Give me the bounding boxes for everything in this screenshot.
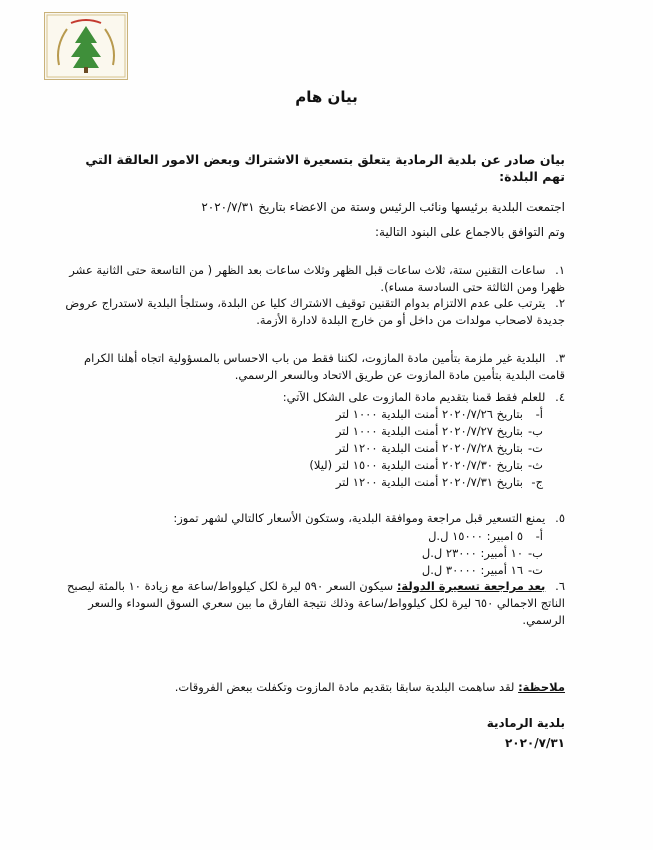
item-text: البلدية غير ملزمة بتأمين مادة المازوت، لكننا فقط من باب الاحساس بالمسؤولية اتجاه أهلنا الكرام قامت البلدية بتأمين مادة المازوت عن طريق الاتحاد وبالسعر الرسمي. — [83, 351, 565, 382]
sub-letter: ت- — [528, 563, 543, 577]
delivery-item — [63, 457, 543, 474]
item-text: يمنع التسعير قبل مراجعة وموافقة البلدية، وستكون الأسعار كالتالي لشهر تموز: — [173, 511, 546, 525]
sub-text: بتاريخ ٢٠٢٠/٧/٣٠ أمنت البلدية ١٥٠٠ لتر (ليلا) — [309, 458, 523, 472]
price-item — [63, 562, 543, 579]
item-number: ٣. — [555, 351, 565, 365]
sub-text: ١٦ أمبير: ٣٠٠٠٠ ل.ل — [421, 563, 523, 577]
note-paragraph — [55, 680, 565, 694]
agreement-paragraph: وتم التوافق بالاجماع على البنود التالية: — [374, 225, 565, 239]
item-number: ٢. — [555, 296, 565, 310]
delivery-item — [63, 440, 543, 457]
sub-letter: ت- — [528, 441, 543, 455]
item-number: ٥. — [555, 511, 565, 525]
price-item — [63, 528, 543, 545]
list-item — [55, 578, 565, 629]
list-item — [55, 350, 565, 384]
signature-name: بلدية الرمادية — [486, 716, 565, 730]
sub-letter: ب- — [528, 424, 543, 438]
municipality-logo — [44, 12, 128, 80]
price-item — [63, 545, 543, 562]
sub-letter: أ- — [535, 529, 543, 543]
signature-date: ٢٠٢٠/٧/٣١ — [504, 736, 565, 750]
sub-letter: ب- — [528, 546, 543, 560]
item-number: ١. — [555, 263, 565, 277]
item-number: ٤. — [555, 390, 565, 404]
list-item — [55, 389, 565, 406]
item-number: ٦. — [555, 579, 565, 593]
sub-letter: ج- — [531, 475, 543, 489]
sub-text: بتاريخ ٢٠٢٠/٧/٣١ أمنت البلدية ١٢٠٠ لتر — [335, 475, 523, 489]
sub-text: بتاريخ ٢٠٢٠/٧/٢٦ أمنت البلدية ١٠٠٠ لتر — [335, 407, 523, 421]
item-text: ساعات التقنين ستة، ثلاث ساعات قبل الظهر وثلاث ساعات بعد الظهر ( من التاسعة حتى الثانية عشر ظهرا ومن الثالثة حتى السادسة مساء). — [69, 263, 565, 294]
sub-text: ١٠ أمبير: ٢٣٠٠٠ ل.ل — [421, 546, 523, 560]
delivery-item — [63, 406, 543, 423]
list-item — [55, 295, 565, 329]
delivery-item — [63, 423, 543, 440]
sub-text: بتاريخ ٢٠٢٠/٧/٢٧ أمنت البلدية ١٠٠٠ لتر — [335, 424, 523, 438]
delivery-item — [63, 474, 543, 491]
sub-text: بتاريخ ٢٠٢٠/٧/٢٨ أمنت البلدية ١٢٠٠ لتر — [335, 441, 523, 455]
meeting-paragraph: اجتمعت البلدية برئيسها ونائب الرئيس وستة من الاعضاء بتاريخ ٢٠٢٠/٧/٣١ — [201, 200, 565, 214]
item-bold-prefix: بعد مراجعة تسعيرة الدولة: — [396, 579, 546, 593]
list-item — [55, 510, 565, 527]
note-label: ملاحظة: — [518, 680, 565, 694]
sub-text: ٥ امبير: ١٥٠٠٠ ل.ل — [428, 529, 523, 543]
sub-letter: ث- — [528, 458, 543, 472]
cedar-seal-icon — [45, 13, 127, 79]
item-text: سيكون السعر ٥٩٠ ليرة لكل كيلوواط/ساعة مع زيادة ١٠ بالمئة ليصبح الناتج الاجمالي ٦٥٠ ليرة لكل كيلوواط/ساعة وذلك نتيجة الفارق ما بين سعري السوق السوداء والسعر الرسمي. — [66, 579, 565, 627]
item-text: للعلم فقط قمنا بتقديم مادة المازوت على الشكل الآتي: — [282, 390, 546, 404]
note-text: لقد ساهمت البلدية سابقا بتقديم مادة المازوت وتكفلت ببعض الفروقات. — [174, 680, 519, 694]
item-text: يترتب على عدم الالتزام بدوام التقنين توقيف الاشتراك كليا عن البلدة، وستلجأ البلدية لاستدراج عروض جديدة لاصحاب مولدات من داخل أو من خارج البلدة لادارة الأزمة. — [65, 296, 565, 327]
document-title: بيان هام — [295, 88, 358, 106]
intro-heading: بيان صادر عن بلدية الرمادية يتعلق بتسعيرة الاشتراك وبعض الامور العالقة التي تهم البلدة: — [85, 152, 565, 184]
sub-letter: أ- — [535, 407, 543, 421]
list-item — [55, 262, 565, 296]
